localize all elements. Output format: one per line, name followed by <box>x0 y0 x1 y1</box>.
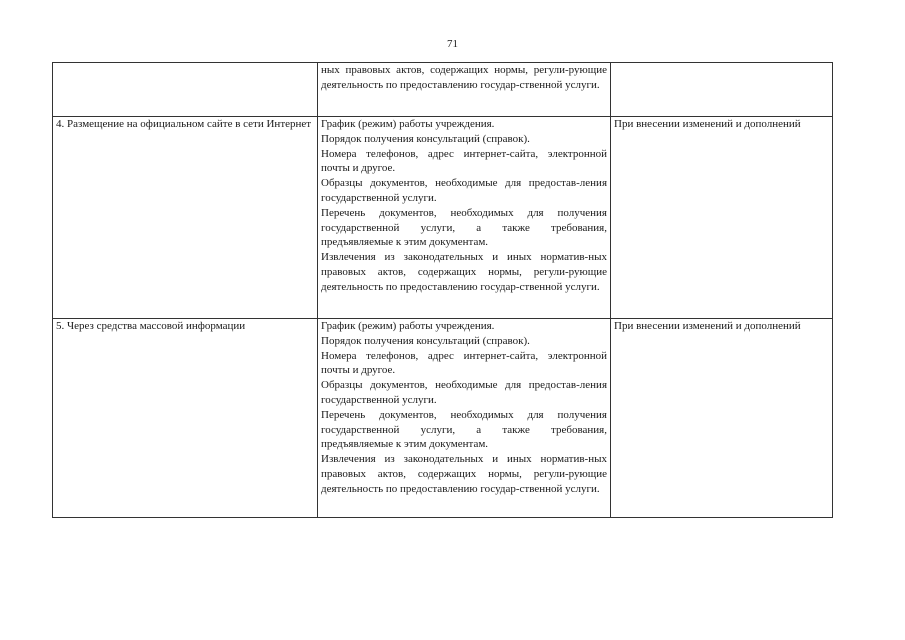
content-paragraph: Порядок получения консультаций (справок). <box>321 132 530 145</box>
content-paragraph: ных правовых актов, содержащих нормы, регули-рующие деятельность по предоставлению государ-ственной услуги. <box>321 64 607 91</box>
page-number: 71 <box>447 38 458 50</box>
content-paragraph: Образцы документов, необходимые для предостав-ления государственной услуги. <box>321 379 607 406</box>
method-text: 5. Через средства массовой информации <box>56 320 246 332</box>
frequency-text: При внесении изменений и дополнений <box>614 320 801 332</box>
table-row <box>53 319 833 518</box>
content-paragraph: Номера телефонов, адрес интернет-сайта, электронной почты и другое. <box>321 147 607 175</box>
table-row <box>53 117 833 319</box>
table-row <box>53 63 833 117</box>
frequency-cell <box>611 117 833 319</box>
content-paragraph: Перечень документов, необходимых для получения государственной услуги, а также требования, предъявляемые к этим документам. <box>321 206 607 249</box>
content-paragraph: Извлечения из законодательных и иных норматив-ных правовых актов, содержащих нормы, регули-рующие деятельность по предоставлению государ-ственной услуги. <box>321 453 607 495</box>
content-paragraph: График (режим) работы учреждения. <box>321 320 495 332</box>
content-cell <box>318 117 611 319</box>
content-paragraph: Номера телефонов, адрес интернет-сайта, электронной почты и другое. <box>321 349 607 377</box>
frequency-cell <box>611 319 833 518</box>
method-cell <box>53 319 318 518</box>
content-cell <box>318 63 611 117</box>
content-paragraph: Извлечения из законодательных и иных норматив-ных правовых актов, содержащих нормы, регули-рующие деятельность по предоставлению государ-ственной услуги. <box>321 251 607 293</box>
content-cell <box>318 319 611 518</box>
frequency-text: При внесении изменений и дополнений <box>614 118 801 130</box>
content-paragraph: Образцы документов, необходимые для предостав-ления государственной услуги. <box>321 177 607 204</box>
information-table <box>52 62 833 518</box>
content-paragraph: График (режим) работы учреждения. <box>321 118 495 130</box>
content-paragraph: Перечень документов, необходимых для получения государственной услуги, а также требования, предъявляемые к этим документам. <box>321 408 607 451</box>
method-text: 4. Размещение на официальном сайте в сети Интернет <box>56 118 312 130</box>
content-paragraph: Порядок получения консультаций (справок). <box>321 334 530 347</box>
method-cell <box>53 63 318 117</box>
frequency-cell <box>611 63 833 117</box>
method-cell <box>53 117 318 319</box>
